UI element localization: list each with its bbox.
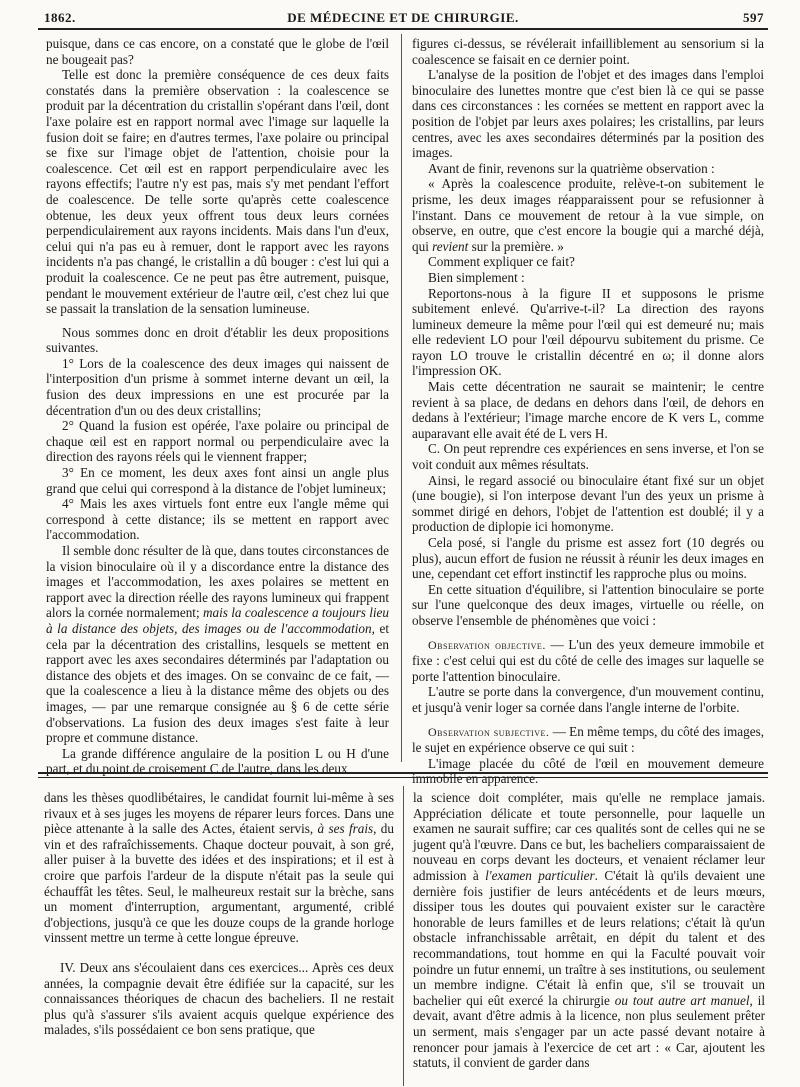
- text-run: « Après la coalescence produite, relève-t-on subitement le prisme, les deux images réapparaissent pour se refusionner à l'instant. Dans ce mouvement de retour à la vue simple, on observe, en outre, que c'est encore la bougie qui a marché déjà, qui: [412, 176, 764, 254]
- page-header: [38, 4, 768, 30]
- italic-run: revient: [432, 238, 469, 254]
- paragraph: La grande différence angulaire de la position L ou H d'une part, et du point de croisement C de l'autre, dans les deux: [46, 745, 389, 777]
- paragraph: figures ci-dessus, se révélerait infailliblement au sensorium si la coalescence se faisait en ce dernier point.: [412, 36, 764, 67]
- observation-label: Observation subjective.: [428, 724, 550, 739]
- proposition-3: 3° En ce moment, les deux axes font ainsi un angle plus grand que celui qui correspond à la distance de l'objet lumineux;: [46, 465, 389, 496]
- italic-run: mais la coalescence a toujours lieu à la distance des objets, des images ou de l'accommodation,: [46, 605, 390, 636]
- observation-objective: [412, 637, 764, 685]
- italic-run: l'examen particulier: [485, 867, 595, 883]
- proposition-4: 4° Mais les axes virtuels font entre eux l'angle même qui correspond à cette distance; ils se mettent en rapport avec l'accommodation.: [46, 496, 389, 543]
- bottom-left-column: [44, 790, 394, 1038]
- column-rule: [403, 786, 404, 1086]
- italic-run: ou tout autre art manuel: [614, 992, 750, 1008]
- text-run: . C'était là qu'ils devaient une dernière fois justifier de leurs antécédents et de leurs mœurs, dissiper tous les doutes qui pouvaient exister sur le caractère honorable de leurs familles et de leurs relations; c'était là qu'un obstacle infranchissable arrêtait, en dépit du talent et des recommandations, tout homme en qui la Faculté pouvait voir poindre un futur ennemi, un traître à ses institutions, ou seulement un membre indigne. C'était là enfin que, s'il se trouvait un bachelier qui eût exercé la chirurgie: [413, 867, 765, 1008]
- running-title: DE MÉDECINE ET DE CHIRURGIE.: [287, 10, 519, 25]
- proposition-2: 2° Quand la fusion est opérée, l'axe polaire ou principal de chaque œil est en rapport normal ou perpendiculaire avec la direction des rayons réels qui le viennent frapper;: [46, 418, 389, 465]
- paragraph: Nous sommes donc en droit d'établir les deux propositions suivantes.: [46, 324, 389, 356]
- section-iv-paragraph: IV. Deux ans s'écoulaient dans ces exercices... Après ces deux années, la compagnie devait être édifiée sur la capacité, sur les connaissances théoriques de chacun des bacheliers. Il ne restait plus qu'à s'assurer s'ils avaient acquis quelque expérience des malades, s'ils possédaient ce bon sens pratique, que: [44, 959, 394, 1038]
- header-year: 1862.: [44, 10, 76, 25]
- paragraph: L'autre se porte dans la convergence, d'un mouvement continu, et jusqu'à venir loger sa cornée dans l'angle interne de l'orbite.: [412, 684, 764, 715]
- paragraph: puisque, dans ce cas encore, on a constaté que le globe de l'œil ne bougeait pas?: [46, 36, 389, 67]
- feuilleton-divider: [38, 772, 768, 778]
- text-run: , du vin et des rafraîchissements. Chaque docteur pouvait, à son gré, aller puiser à la buvette des idées et des inspirations; et il est à croire que parfois l'ardeur de la dispute n'était pas la seule qui échauffât les têtes. Seul, le malheureux restait sur la brèche, sans un moment d'interruption, argumentant, argumenté, criblé d'objections, jusqu'à ce que les douze coups de la grande horloge vinssent mettre un terme à cette longue épreuve.: [44, 821, 394, 946]
- paragraph: Bien simplement :: [428, 269, 525, 285]
- top-left-column: [46, 36, 389, 777]
- quotation: [412, 176, 764, 254]
- bottom-right-column: [413, 790, 765, 1071]
- paragraph: Cela posé, si l'angle du prisme est assez fort (10 degrés ou plus), aucun effort de fusion ne réussit à réunir les deux images en une, cependant cet effort instinctif les rapproche plus ou moins.: [412, 535, 764, 582]
- observation-label: Observation objective.: [428, 637, 546, 652]
- text-run: dans les thèses quodlibétaires, le candidat fournit lui-même à ses rivaux et à ses juges les moyens de réparer leurs forces. Dans une pièce attenante à la salle des Actes, étaient servis,: [44, 790, 394, 837]
- text-run: sur la première. »: [468, 238, 564, 254]
- paragraph: L'image placée du côté de l'œil en mouvement demeure immobile en apparence.: [412, 755, 764, 787]
- paragraph: En cette situation d'équilibre, si l'attention binoculaire se porte sur l'une quelconque des deux images, virtuelle ou réelle, on observe l'ensemble de phénomènes que voici :: [412, 581, 764, 628]
- paragraph: L'analyse de la position de l'objet et des images dans l'emploi binoculaire des lunettes montre que c'est bien là ce qui se passe dans ces circonstances : les cornées se mettent en rapport avec la position de l'objet par leurs axes polaires; les cristallins, par leurs centres, avec les axes secondaires déterminés par la position des images.: [412, 67, 764, 161]
- text-run: la science doit compléter, mais qu'elle ne remplace jamais. Appréciation délicate et toute personnelle, pour laquelle un examen ne saurait suffire; car ces qualités sont de celles qui ne se jugent qu'à l'œuvre. Dans ce but, les bacheliers comparaissaient de nouveau en corps devant les docteurs, et venaient réclamer leur admission à: [413, 790, 765, 883]
- paragraph: Ainsi, le regard associé ou binoculaire étant fixé sur un objet (une bougie), si l'on interpose devant l'un des yeux un prisme à sommet dirigé en dehors, l'objet de l'attention est doublé; il y a production de diplopie ici homonyme.: [412, 472, 764, 535]
- top-right-column: [412, 36, 764, 787]
- text-run: et cela par la décentration des cristallins, lesquels se mettent en rapport avec les axes secondaires déterminés par l'adaptation ou distance des objets et des images. On se convainc de ce fait, — que la coalescence a lieu à la distance même des objets ou des images, — par une remarque consignée au § 6 de cette série d'observations. La fusion des deux images s'est faite à leur propre et commune distance.: [46, 620, 389, 746]
- paragraph: Reportons-nous à la figure II et supposons le prisme subitement enlevé. Qu'arrive-t-il? La direction des rayons lumineux demeure la même pour l'œil qui est demeuré nu; mais elle redevient LO pour l'œil dépourvu subitement du prisme. Ce rayon LO trouve le cristallin décentré en ω; il donne alors l'impression OK.: [412, 285, 764, 379]
- paragraph: Avant de finir, revenons sur la quatrième observation :: [428, 160, 715, 176]
- text-run: Il semble donc résulter de là que, dans toutes circonstances de la vision binoculaire où il y a discordance entre la distance des images et l'accommodation, les axes polaires se mettent en rapport avec la direction réelle des rayons lumineux qui frappent alors la cornée normalement;: [46, 543, 390, 621]
- paragraph: C. On peut reprendre ces expériences en sens inverse, et l'on se voit conduit aux mêmes résultats.: [412, 441, 764, 473]
- italic-run: à ses frais: [317, 821, 374, 837]
- paragraph: Comment expliquer ce fait?: [428, 254, 575, 270]
- paragraph: [44, 790, 394, 946]
- column-rule: [401, 34, 402, 762]
- proposition-1: 1° Lors de la coalescence des deux images qui naissent de l'interposition d'un prisme à sommet interne devant un œil, la fusion des deux impressions en une est procurée par la décentration d'un ou des deux cristallins;: [46, 355, 389, 418]
- text-run: , il devait, avant d'être admis à la licence, non plus seulement prêter un serment, mais s'engager par un acte passé devant notaire à renoncer pour jamais à l'exercice de cet art : « Car, ajoutent les statuts, il convient de garder dans: [413, 992, 765, 1071]
- paragraph: Mais cette décentration ne saurait se maintenir; le centre revient à sa place, de dedans en dehors dans l'œil, de dehors en dedans à l'extérieur; l'image marche encore de K vers L, comme auparavant elle avait été de L vers H.: [412, 379, 764, 441]
- page-number: 597: [743, 10, 764, 25]
- text-run: — L'un des yeux demeure immobile et fixe : c'est celui qui est du côté de celle des images sur laquelle se porte l'attention binoculaire.: [412, 636, 764, 684]
- paragraph: [413, 790, 765, 1071]
- text-run: — En même temps, du côté des images, le sujet en expérience observe ce qui suit :: [412, 723, 765, 756]
- observation-subjective: [412, 724, 764, 756]
- paragraph: [46, 543, 389, 746]
- paragraph: Telle est donc la première conséquence de ces deux faits constatés dans la première observation : la coalescence se produit par la décentration du cristallin s'opérant dans l'œil, dont l'axe polaire est en rapport normal avec l'image sur laquelle la fusion doit se faire; en d'autres termes, l'axe polaire ou principal se fixe sur l'image objet de l'attention, choisie pour la coalescence. Cet œil est en rapport perpendiculaire avec les rayons effectifs; l'autre n'y est pas, mais s'y met pendant l'effort de coalescence. De telle sorte qu'après cette coalescence obtenue, les deux yeux offrent tous deux leurs cornées perpendiculairement aux rayons incidents. Mais dans l'un d'eux, celui qui n'a pas eu à remuer, dont le rapport avec les rayons incidents n'a pas changé, le cristallin a dû bouger : c'est lui qui a produit la coalescence. Ce ne peut pas être autrement, puisque, pendant le mouvement extérieur de l'autre œil, c'est chez lui que se passait la translation de la sensation lumineuse.: [46, 67, 389, 317]
